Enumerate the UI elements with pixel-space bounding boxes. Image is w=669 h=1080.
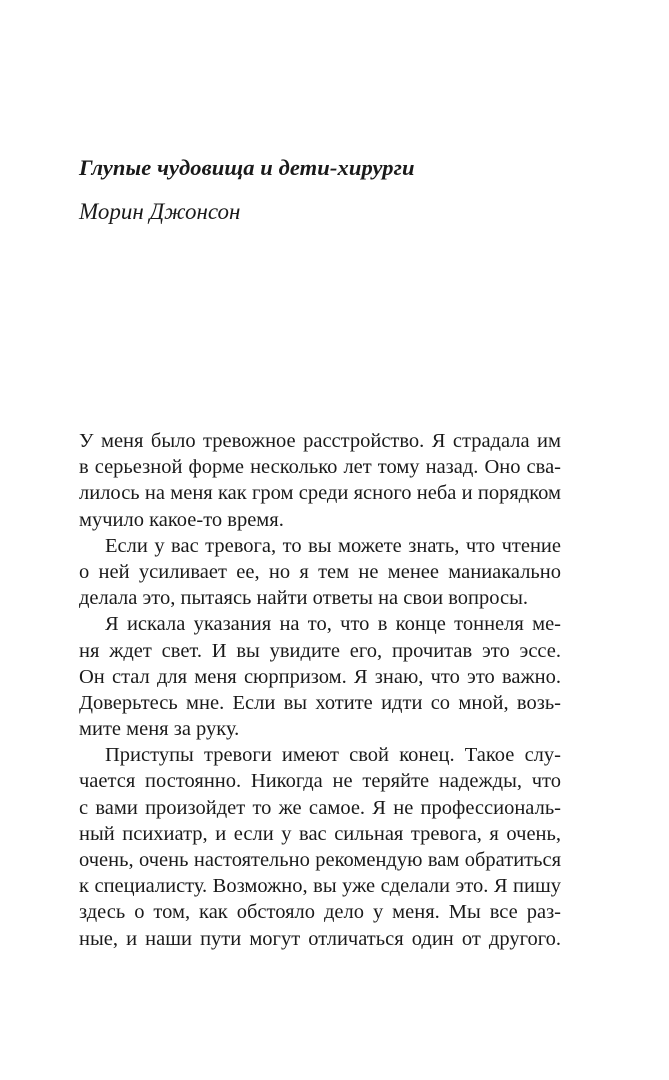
text-line: в серьезной форме несколько лет тому назад. Оно сва- <box>79 456 561 479</box>
text-line: Если у вас тревога, то вы можете знать, что чтение <box>105 534 561 557</box>
essay-author: Морин Джонсон <box>79 199 241 224</box>
paragraph <box>79 742 561 952</box>
text-line: очень, очень настоятельно рекомендую вам обратиться <box>79 849 561 871</box>
text-line: У меня было тревожное расстройство. Я страдала им <box>79 430 561 452</box>
text-line: мите меня за руку. <box>79 718 240 741</box>
paragraph <box>79 428 561 533</box>
text-line: о ней усиливает ее, но я тем не менее маниакально <box>79 560 561 583</box>
text-line: чается постоянно. Никогда не теряйте надежды, что <box>79 770 561 793</box>
text-line: ня ждет свет. И вы увидите его, прочитав это эссе. <box>79 639 561 662</box>
text-line: делала это, пытаясь найти ответы на свои вопросы. <box>79 587 529 610</box>
text-line: лилось на меня как гром среди ясного неба и порядком <box>79 482 561 505</box>
text-line: ный психиатр, и если у вас сильная тревога, я очень, <box>79 822 561 845</box>
text-line: Доверьтесь мне. Если вы хотите идти со мной, возь- <box>79 691 561 714</box>
essay-body <box>79 428 561 952</box>
text-line: Он стал для меня сюрпризом. Я знаю, что это важно. <box>79 665 561 688</box>
text-line: мучило какое-то время. <box>79 508 284 531</box>
text-line: Приступы тревоги имеют свой конец. Такое слу- <box>105 744 561 767</box>
text-line: Я искала указания на то, что в конце тоннеля ме- <box>105 613 561 636</box>
text-line: к специалисту. Возможно, вы уже сделали это. Я пишу <box>79 875 561 898</box>
essay-title: Глупые чудовища и дети-хирурги <box>79 155 415 180</box>
paragraph <box>79 533 561 612</box>
paragraph <box>79 611 561 742</box>
text-line: здесь о том, как обстояло дело у меня. Мы все раз- <box>79 901 561 924</box>
text-line: ные, и наши пути могут отличаться один от другого. <box>79 927 561 950</box>
text-line: с вами произойдет то же самое. Я не профессиональ- <box>79 796 561 819</box>
